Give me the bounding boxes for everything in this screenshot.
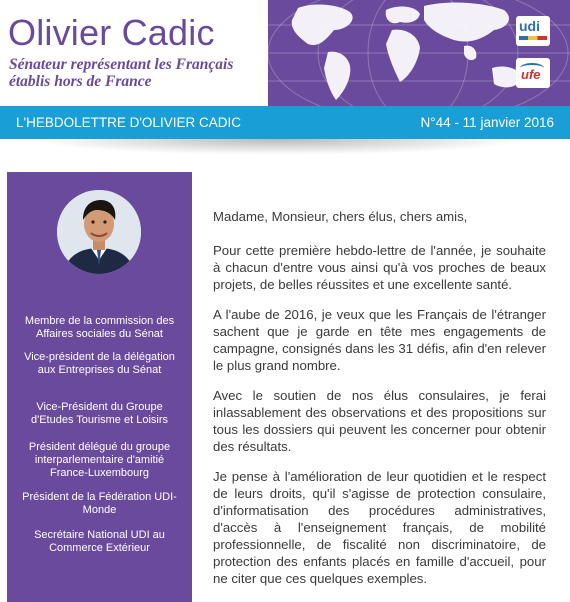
- issue-banner: [0, 106, 570, 139]
- page-title: Olivier Cadic: [8, 12, 215, 53]
- sidebar-role: Secrétaire National UDI au Commerce Extérieur: [34, 529, 165, 554]
- udi-logo-text: udi: [519, 18, 540, 34]
- letter-paragraph: A l'aube de 2016, je veux que les Français de l'étranger sachent que je garde en tête mes engagements de campagne, consignés dans les 31 défis, afin d'en relever le plus grand nombre.: [213, 307, 546, 373]
- newsletter-name: L'HEBDOLETTRE D'OLIVIER CADIC: [16, 115, 241, 130]
- ufe-logo-text: ufe: [521, 67, 541, 82]
- sidebar-role: Président de la Fédération UDI-Monde: [22, 491, 177, 516]
- sidebar-role: Membre de la commission des Affaires sociales du Sénat: [24, 315, 175, 340]
- issue-number-date: N°44 - 11 janvier 2016: [420, 115, 554, 130]
- sidebar-role: Président délégué du groupe interparlementaire d'amitié France-Luxembourg: [28, 441, 171, 479]
- subtitle-line-2: établis hors de France: [9, 73, 152, 90]
- newsletter-header: [0, 0, 570, 106]
- udi-logo-stripe: [519, 36, 547, 40]
- avatar: [57, 190, 141, 274]
- letter-body: [213, 208, 546, 600]
- letter-paragraph: Avec le soutien de nos élus consulaires, je ferai inlassablement des observations et des propositions sur tous les dossiers qui peuvent les concerner pour obtenir des résultats.: [213, 388, 546, 454]
- page-subtitle: [9, 56, 233, 90]
- letter-greeting: Madame, Monsieur, chers élus, chers amis,: [213, 209, 468, 224]
- letter-paragraph: Je pense à l'amélioration de leur quotidien et le respect de leurs droits, qu'il s'agisse de protection consulaire, d'informatisation des procédures administratives, d'accès à l'enseignement français, de mobilité professionnelle, de fiscalité non discriminatoire, de protection des enfants placés en famille d'accueil, pour ne citer que ces quelques exemples.: [213, 469, 546, 586]
- ufe-logo[interactable]: [516, 58, 550, 88]
- sidebar-role: Vice-Président du Groupe d'Etudes Tourisme et Loisirs: [30, 401, 169, 426]
- udi-logo[interactable]: [516, 16, 550, 46]
- sidebar: [7, 172, 192, 602]
- sidebar-role: Vice-président de la délégation aux Entreprises du Sénat: [24, 351, 175, 376]
- subtitle-line-1: Sénateur représentant les Français: [9, 56, 234, 73]
- banner-shadow: [28, 139, 528, 155]
- letter-paragraph: Pour cette première hebdo-lettre de l'année, je souhaite à chacun d'entre vous ainsi qu'à vos proches de beaux projets, de belles réussites et une excellente santé.: [213, 243, 546, 292]
